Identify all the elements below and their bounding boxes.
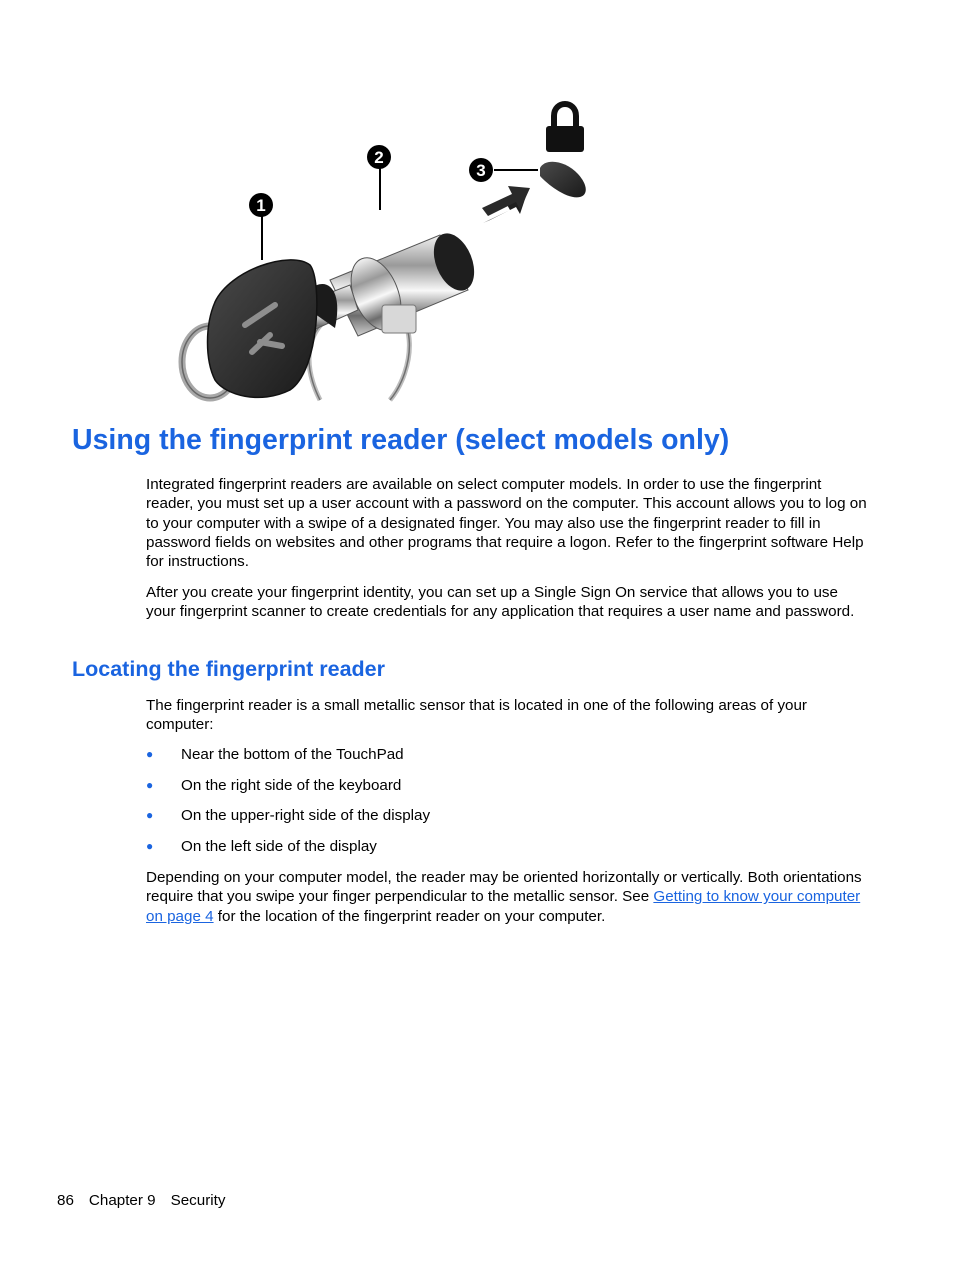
cable-lock-illustration <box>170 90 600 410</box>
list-item <box>146 837 430 868</box>
list-item <box>146 776 430 807</box>
orientation-text-end: for the location of the fingerprint reader on your computer. <box>213 907 606 925</box>
lock-cap <box>540 162 586 198</box>
bullet-icon: ● <box>146 808 154 823</box>
key-head <box>208 260 317 397</box>
list-item-text: On the upper-right side of the display <box>181 807 431 825</box>
callout-1 <box>249 193 273 217</box>
getting-to-know-link[interactable]: Getting to know your computer on page 4 <box>146 888 861 925</box>
padlock-icon <box>546 104 584 152</box>
list-item-text: On the right side of the keyboard <box>181 776 402 794</box>
list-item <box>146 806 430 837</box>
subsection-heading: Locating the fingerprint reader <box>72 657 385 681</box>
list-item-text: Near the bottom of the TouchPad <box>181 746 404 763</box>
callout-3 <box>469 158 493 182</box>
chapter-title: Security <box>170 1192 226 1209</box>
orientation-paragraph <box>146 868 868 926</box>
locating-intro-paragraph: The fingerprint reader is a small metallic sensor that is located in one of the following areas of your computer: <box>146 697 807 734</box>
callout-3-label: 3 <box>476 161 486 180</box>
callout-2 <box>367 145 391 169</box>
section-heading: Using the fingerprint reader (select models only) <box>72 424 730 456</box>
bullet-icon: ● <box>146 777 154 792</box>
bullet-icon: ● <box>146 747 154 761</box>
orientation-text-start: Depending on your computer model, the reader may be oriented horizontally or vertically. Both orientations require that you swipe your finger perpendicular to the metallic sensor. See <box>146 869 862 906</box>
lock-cylinder <box>330 227 482 337</box>
single-sign-on-paragraph: After you create your fingerprint identity, you can set up a Single Sign On service that allows you to use your fingerprint scanner to create credentials for any application that requires a user name and password. <box>146 584 855 621</box>
chapter-label: Chapter 9 <box>88 1192 156 1209</box>
list-item <box>146 745 430 776</box>
callout-1-label: 1 <box>256 196 266 215</box>
callout-2-label: 2 <box>374 148 384 167</box>
page-footer <box>57 1192 240 1209</box>
page-number: 86 <box>57 1192 74 1209</box>
location-list <box>146 745 430 867</box>
bullet-icon: ● <box>146 838 154 853</box>
intro-paragraph: Integrated fingerprint readers are available on select computer models. In order to use the fingerprint reader, you must set up a user account with a password on the computer. This account allows you to log on to your computer with a swipe of a designated finger. You may also use the fingerprint reader to fill in password fields on websites and other programs that require a logon. Refer to the fingerprint software Help for instructions. <box>146 476 867 571</box>
list-item-text: On the left side of the display <box>181 837 377 855</box>
